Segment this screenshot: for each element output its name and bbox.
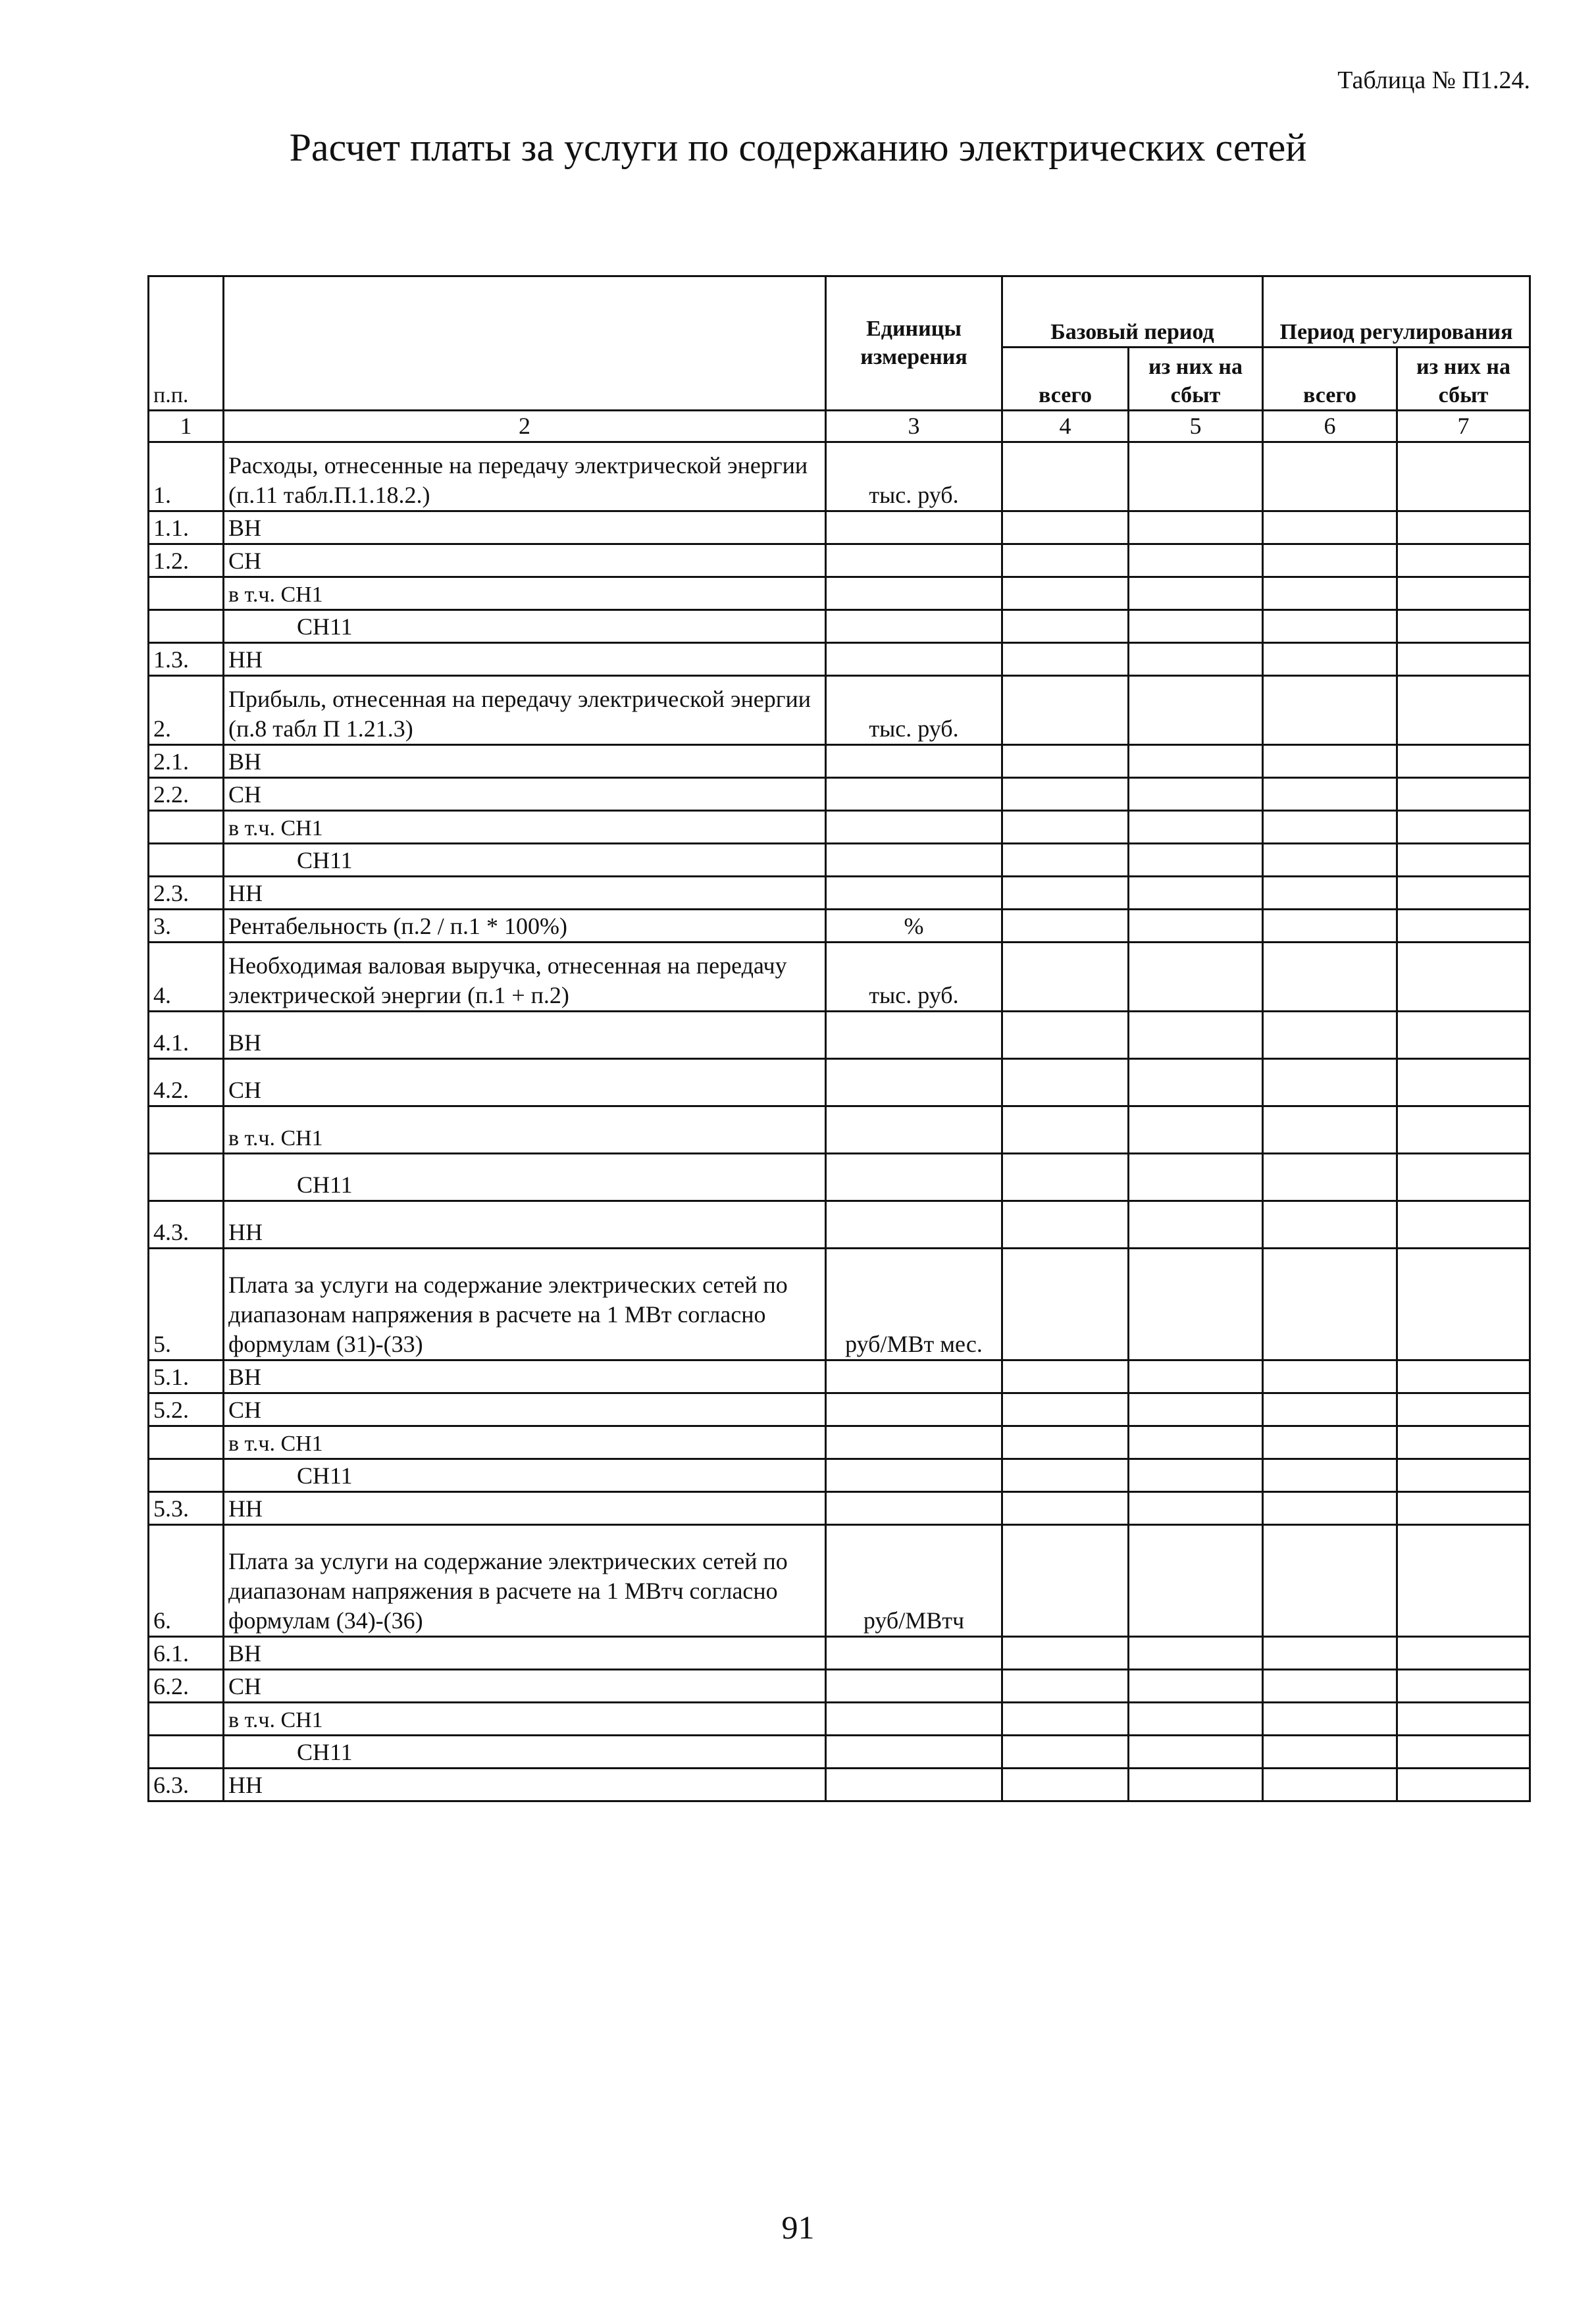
value-cell bbox=[1129, 1249, 1263, 1360]
row-name: ВН bbox=[224, 1360, 826, 1393]
table-row bbox=[149, 544, 1530, 577]
value-cell bbox=[1263, 1459, 1397, 1492]
table-row bbox=[149, 1637, 1530, 1670]
value-cell bbox=[1129, 676, 1263, 745]
value-cell bbox=[1397, 577, 1530, 610]
row-unit bbox=[826, 1637, 1002, 1670]
row-number bbox=[149, 577, 224, 610]
value-cell bbox=[1397, 778, 1530, 811]
value-cell bbox=[1002, 1769, 1129, 1801]
row-name: в т.ч. СН1 bbox=[224, 577, 826, 610]
value-cell bbox=[1002, 778, 1129, 811]
calculation-table bbox=[147, 275, 1531, 1802]
value-cell bbox=[1263, 544, 1397, 577]
value-cell bbox=[1129, 877, 1263, 910]
value-cell bbox=[1129, 610, 1263, 643]
row-number bbox=[149, 610, 224, 643]
value-cell bbox=[1002, 1154, 1129, 1201]
row-number bbox=[149, 1736, 224, 1769]
row-unit bbox=[826, 1459, 1002, 1492]
value-cell bbox=[1397, 1703, 1530, 1736]
row-name: СН11 bbox=[224, 844, 826, 877]
value-cell bbox=[1129, 1459, 1263, 1492]
value-cell bbox=[1129, 844, 1263, 877]
value-cell bbox=[1397, 643, 1530, 676]
row-name: в т.ч. СН1 bbox=[224, 1426, 826, 1459]
value-cell bbox=[1397, 910, 1530, 943]
row-unit bbox=[826, 1393, 1002, 1426]
value-cell bbox=[1263, 745, 1397, 778]
value-cell bbox=[1002, 676, 1129, 745]
row-name: СН bbox=[224, 1670, 826, 1703]
value-cell bbox=[1002, 1249, 1129, 1360]
table-row bbox=[149, 643, 1530, 676]
table-row bbox=[149, 1012, 1530, 1059]
table-row bbox=[149, 877, 1530, 910]
value-cell bbox=[1129, 811, 1263, 844]
value-cell bbox=[1002, 1059, 1129, 1106]
row-unit bbox=[826, 745, 1002, 778]
value-cell bbox=[1397, 943, 1530, 1012]
value-cell bbox=[1263, 511, 1397, 544]
value-cell bbox=[1129, 1201, 1263, 1249]
value-cell bbox=[1129, 511, 1263, 544]
row-name: Рентабельность (п.2 / п.1 * 100%) bbox=[224, 910, 826, 943]
table-row bbox=[149, 1201, 1530, 1249]
row-number bbox=[149, 1459, 224, 1492]
table-row bbox=[149, 1059, 1530, 1106]
value-cell bbox=[1129, 1059, 1263, 1106]
table-row bbox=[149, 844, 1530, 877]
table-row bbox=[149, 1670, 1530, 1703]
row-unit bbox=[826, 1492, 1002, 1525]
value-cell bbox=[1129, 1154, 1263, 1201]
row-unit bbox=[826, 1769, 1002, 1801]
value-cell bbox=[1002, 1703, 1129, 1736]
value-cell bbox=[1263, 643, 1397, 676]
value-cell bbox=[1397, 610, 1530, 643]
row-name: Прибыль, отнесенная на передачу электрической энергии (п.8 табл П 1.21.3) bbox=[224, 676, 826, 745]
value-cell bbox=[1002, 643, 1129, 676]
row-unit bbox=[826, 1670, 1002, 1703]
value-cell bbox=[1129, 943, 1263, 1012]
row-number: 3. bbox=[149, 910, 224, 943]
value-cell bbox=[1002, 1525, 1129, 1637]
value-cell bbox=[1129, 1360, 1263, 1393]
row-number: 6.3. bbox=[149, 1769, 224, 1801]
header-reg-total: всего bbox=[1263, 348, 1397, 411]
value-cell bbox=[1002, 1012, 1129, 1059]
value-cell bbox=[1397, 1012, 1530, 1059]
row-unit bbox=[826, 1012, 1002, 1059]
row-number bbox=[149, 1154, 224, 1201]
value-cell bbox=[1263, 1492, 1397, 1525]
table-row bbox=[149, 1426, 1530, 1459]
row-unit: тыс. руб. bbox=[826, 442, 1002, 511]
value-cell bbox=[1263, 1154, 1397, 1201]
table-row bbox=[149, 1360, 1530, 1393]
value-cell bbox=[1397, 442, 1530, 511]
header-base-total: всего bbox=[1002, 348, 1129, 411]
value-cell bbox=[1397, 1459, 1530, 1492]
value-cell bbox=[1263, 1059, 1397, 1106]
value-cell bbox=[1002, 943, 1129, 1012]
value-cell bbox=[1002, 1459, 1129, 1492]
row-number: 4.3. bbox=[149, 1201, 224, 1249]
value-cell bbox=[1129, 1106, 1263, 1154]
value-cell bbox=[1002, 1426, 1129, 1459]
row-number bbox=[149, 1426, 224, 1459]
table-row bbox=[149, 1154, 1530, 1201]
row-number: 2.3. bbox=[149, 877, 224, 910]
value-cell bbox=[1129, 1736, 1263, 1769]
value-cell bbox=[1397, 1249, 1530, 1360]
value-cell bbox=[1263, 877, 1397, 910]
value-cell bbox=[1002, 1492, 1129, 1525]
value-cell bbox=[1129, 1393, 1263, 1426]
value-cell bbox=[1397, 544, 1530, 577]
row-name: СН bbox=[224, 778, 826, 811]
table-row bbox=[149, 1106, 1530, 1154]
value-cell bbox=[1002, 442, 1129, 511]
table-row bbox=[149, 811, 1530, 844]
value-cell bbox=[1002, 1670, 1129, 1703]
column-number-row bbox=[149, 411, 1530, 442]
header-units: Единицы измерения bbox=[826, 276, 1002, 411]
row-name: ВН bbox=[224, 1012, 826, 1059]
row-name: НН bbox=[224, 643, 826, 676]
row-name: СН bbox=[224, 544, 826, 577]
value-cell bbox=[1397, 1106, 1530, 1154]
table-row bbox=[149, 577, 1530, 610]
value-cell bbox=[1397, 1736, 1530, 1769]
table-row bbox=[149, 610, 1530, 643]
value-cell bbox=[1002, 1360, 1129, 1393]
row-name: Необходимая валовая выручка, отнесенная на передачу электрической энергии (п.1 + п.2) bbox=[224, 943, 826, 1012]
value-cell bbox=[1397, 1525, 1530, 1637]
value-cell bbox=[1002, 544, 1129, 577]
row-number: 1.3. bbox=[149, 643, 224, 676]
value-cell bbox=[1397, 1769, 1530, 1801]
value-cell bbox=[1002, 610, 1129, 643]
value-cell bbox=[1002, 1393, 1129, 1426]
row-unit: тыс. руб. bbox=[826, 676, 1002, 745]
value-cell bbox=[1002, 511, 1129, 544]
value-cell bbox=[1129, 544, 1263, 577]
row-name: СН11 bbox=[224, 1154, 826, 1201]
row-name: Расходы, отнесенные на передачу электрической энергии (п.11 табл.П.1.18.2.) bbox=[224, 442, 826, 511]
row-name: в т.ч. СН1 bbox=[224, 1106, 826, 1154]
value-cell bbox=[1129, 1670, 1263, 1703]
value-cell bbox=[1397, 1059, 1530, 1106]
row-unit bbox=[826, 1736, 1002, 1769]
value-cell bbox=[1002, 1736, 1129, 1769]
col-number: 6 bbox=[1263, 411, 1397, 442]
table-row bbox=[149, 1525, 1530, 1637]
row-name: НН bbox=[224, 1492, 826, 1525]
value-cell bbox=[1263, 1525, 1397, 1637]
row-number: 2. bbox=[149, 676, 224, 745]
value-cell bbox=[1129, 1769, 1263, 1801]
value-cell bbox=[1397, 1492, 1530, 1525]
table-row bbox=[149, 1492, 1530, 1525]
value-cell bbox=[1397, 745, 1530, 778]
row-name: СН bbox=[224, 1059, 826, 1106]
row-number bbox=[149, 844, 224, 877]
value-cell bbox=[1263, 910, 1397, 943]
row-name: НН bbox=[224, 877, 826, 910]
row-unit bbox=[826, 844, 1002, 877]
table-row bbox=[149, 943, 1530, 1012]
value-cell bbox=[1263, 1670, 1397, 1703]
value-cell bbox=[1129, 577, 1263, 610]
page-number: 91 bbox=[781, 2209, 815, 2246]
header-reg-of-which: из них на сбыт bbox=[1397, 348, 1530, 411]
row-name: ВН bbox=[224, 511, 826, 544]
value-cell bbox=[1397, 1360, 1530, 1393]
table-row bbox=[149, 442, 1530, 511]
row-name: СН11 bbox=[224, 610, 826, 643]
row-name: Плата за услуги на содержание электрических сетей по диапазонам напряжения в расчете на 1 МВтч согласно формулам (34)-(36) bbox=[224, 1525, 826, 1637]
value-cell bbox=[1129, 1426, 1263, 1459]
header-num: п.п. bbox=[149, 276, 224, 411]
table-row bbox=[149, 1249, 1530, 1360]
value-cell bbox=[1263, 577, 1397, 610]
value-cell bbox=[1397, 511, 1530, 544]
value-cell bbox=[1397, 1154, 1530, 1201]
value-cell bbox=[1397, 1670, 1530, 1703]
header-reg-period: Период регулирования bbox=[1263, 276, 1530, 348]
value-cell bbox=[1129, 1492, 1263, 1525]
value-cell bbox=[1263, 1736, 1397, 1769]
row-name: в т.ч. СН1 bbox=[224, 1703, 826, 1736]
value-cell bbox=[1397, 844, 1530, 877]
value-cell bbox=[1263, 1360, 1397, 1393]
row-unit bbox=[826, 511, 1002, 544]
value-cell bbox=[1397, 676, 1530, 745]
row-unit: руб/МВтч bbox=[826, 1525, 1002, 1637]
header-base-period: Базовый период bbox=[1002, 276, 1263, 348]
table-reference: Таблица № П1.24. bbox=[1337, 66, 1530, 94]
value-cell bbox=[1397, 877, 1530, 910]
row-unit bbox=[826, 1703, 1002, 1736]
value-cell bbox=[1397, 1393, 1530, 1426]
header-name bbox=[224, 276, 826, 411]
row-name: НН bbox=[224, 1769, 826, 1801]
row-name: НН bbox=[224, 1201, 826, 1249]
value-cell bbox=[1263, 844, 1397, 877]
table-row bbox=[149, 1736, 1530, 1769]
row-number: 1. bbox=[149, 442, 224, 511]
row-unit bbox=[826, 577, 1002, 610]
row-number: 1.1. bbox=[149, 511, 224, 544]
row-number: 6. bbox=[149, 1525, 224, 1637]
row-name: Плата за услуги на содержание электрических сетей по диапазонам напряжения в расчете на 1 МВт согласно формулам (31)-(33) bbox=[224, 1249, 826, 1360]
value-cell bbox=[1129, 778, 1263, 811]
row-unit bbox=[826, 1201, 1002, 1249]
row-unit bbox=[826, 877, 1002, 910]
value-cell bbox=[1002, 877, 1129, 910]
row-number: 4. bbox=[149, 943, 224, 1012]
table-row bbox=[149, 1459, 1530, 1492]
row-number: 2.1. bbox=[149, 745, 224, 778]
row-number: 5.1. bbox=[149, 1360, 224, 1393]
value-cell bbox=[1002, 1201, 1129, 1249]
value-cell bbox=[1263, 1426, 1397, 1459]
value-cell bbox=[1263, 1249, 1397, 1360]
value-cell bbox=[1002, 577, 1129, 610]
value-cell bbox=[1263, 676, 1397, 745]
value-cell bbox=[1129, 910, 1263, 943]
row-unit: % bbox=[826, 910, 1002, 943]
row-number bbox=[149, 1703, 224, 1736]
row-number: 5.2. bbox=[149, 1393, 224, 1426]
col-number: 5 bbox=[1129, 411, 1263, 442]
value-cell bbox=[1397, 1637, 1530, 1670]
header-base-of-which: из них на сбыт bbox=[1129, 348, 1263, 411]
value-cell bbox=[1263, 943, 1397, 1012]
value-cell bbox=[1263, 442, 1397, 511]
row-name: СН11 bbox=[224, 1459, 826, 1492]
value-cell bbox=[1263, 778, 1397, 811]
row-number bbox=[149, 1106, 224, 1154]
page-title: Расчет платы за услуги по содержанию электрических сетей bbox=[289, 126, 1307, 169]
row-unit bbox=[826, 544, 1002, 577]
value-cell bbox=[1263, 1769, 1397, 1801]
value-cell bbox=[1002, 811, 1129, 844]
value-cell bbox=[1397, 1201, 1530, 1249]
value-cell bbox=[1129, 1637, 1263, 1670]
table-row bbox=[149, 511, 1530, 544]
col-number: 2 bbox=[224, 411, 826, 442]
table-row bbox=[149, 745, 1530, 778]
value-cell bbox=[1129, 1012, 1263, 1059]
value-cell bbox=[1129, 643, 1263, 676]
row-unit bbox=[826, 1059, 1002, 1106]
value-cell bbox=[1002, 910, 1129, 943]
row-unit bbox=[826, 778, 1002, 811]
value-cell bbox=[1263, 1637, 1397, 1670]
value-cell bbox=[1397, 811, 1530, 844]
table-row bbox=[149, 1703, 1530, 1736]
table-row bbox=[149, 1393, 1530, 1426]
value-cell bbox=[1263, 1703, 1397, 1736]
row-number: 2.2. bbox=[149, 778, 224, 811]
row-number: 6.1. bbox=[149, 1637, 224, 1670]
row-unit bbox=[826, 1106, 1002, 1154]
col-number: 4 bbox=[1002, 411, 1129, 442]
row-unit bbox=[826, 1360, 1002, 1393]
row-number: 6.2. bbox=[149, 1670, 224, 1703]
table-body bbox=[149, 442, 1530, 1801]
row-unit bbox=[826, 610, 1002, 643]
value-cell bbox=[1002, 1106, 1129, 1154]
row-name: СН11 bbox=[224, 1736, 826, 1769]
row-number: 4.2. bbox=[149, 1059, 224, 1106]
col-number: 3 bbox=[826, 411, 1002, 442]
row-unit: тыс. руб. bbox=[826, 943, 1002, 1012]
value-cell bbox=[1129, 745, 1263, 778]
table-row bbox=[149, 778, 1530, 811]
col-number: 7 bbox=[1397, 411, 1530, 442]
value-cell bbox=[1002, 844, 1129, 877]
value-cell bbox=[1129, 1525, 1263, 1637]
value-cell bbox=[1263, 610, 1397, 643]
row-name: ВН bbox=[224, 745, 826, 778]
value-cell bbox=[1263, 1012, 1397, 1059]
value-cell bbox=[1263, 1106, 1397, 1154]
row-unit: руб/МВт мес. bbox=[826, 1249, 1002, 1360]
table-row bbox=[149, 676, 1530, 745]
table-row bbox=[149, 910, 1530, 943]
row-number: 5.3. bbox=[149, 1492, 224, 1525]
row-number: 5. bbox=[149, 1249, 224, 1360]
value-cell bbox=[1129, 442, 1263, 511]
value-cell bbox=[1002, 745, 1129, 778]
value-cell bbox=[1263, 811, 1397, 844]
row-name: СН bbox=[224, 1393, 826, 1426]
row-unit bbox=[826, 1154, 1002, 1201]
row-name: ВН bbox=[224, 1637, 826, 1670]
value-cell bbox=[1263, 1393, 1397, 1426]
table-row bbox=[149, 1769, 1530, 1801]
value-cell bbox=[1263, 1201, 1397, 1249]
row-number: 4.1. bbox=[149, 1012, 224, 1059]
row-unit bbox=[826, 643, 1002, 676]
value-cell bbox=[1002, 1637, 1129, 1670]
row-number: 1.2. bbox=[149, 544, 224, 577]
value-cell bbox=[1129, 1703, 1263, 1736]
row-number bbox=[149, 811, 224, 844]
col-number: 1 bbox=[149, 411, 224, 442]
row-unit bbox=[826, 1426, 1002, 1459]
value-cell bbox=[1397, 1426, 1530, 1459]
row-unit bbox=[826, 811, 1002, 844]
row-name: в т.ч. СН1 bbox=[224, 811, 826, 844]
